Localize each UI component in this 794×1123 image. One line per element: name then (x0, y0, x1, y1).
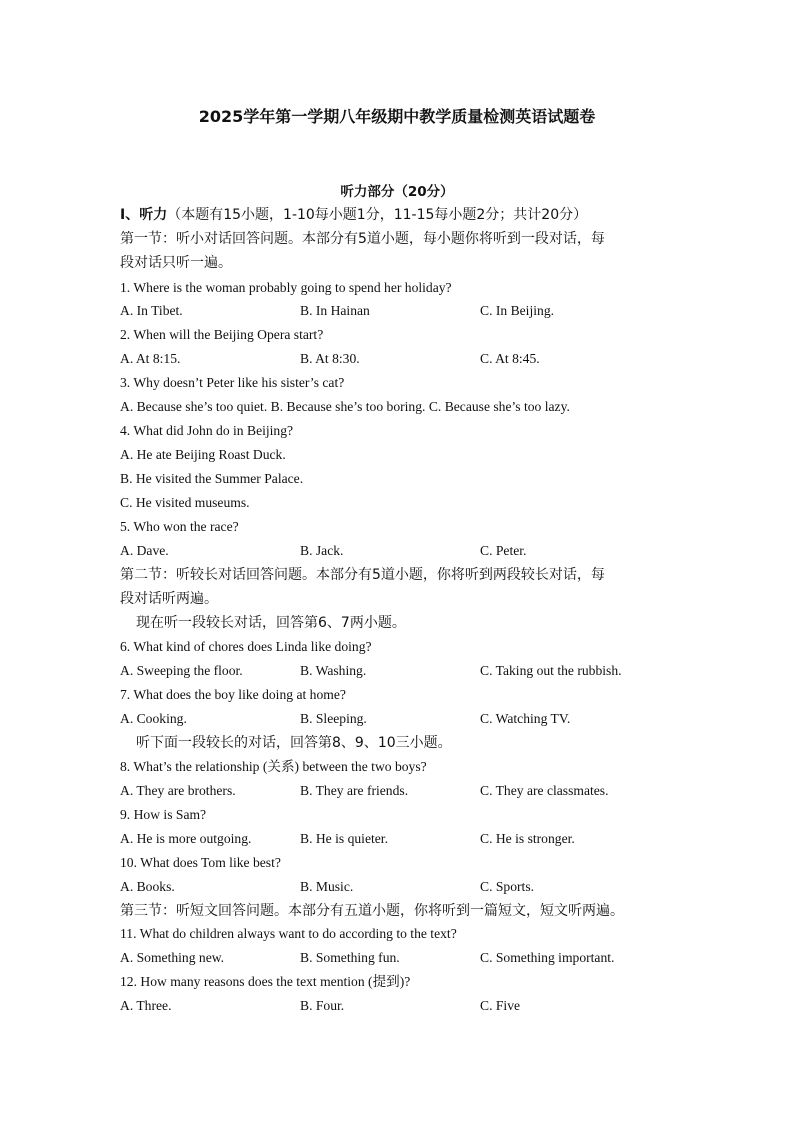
question-10: 10. What does Tom like best? (120, 855, 281, 870)
question-12: 12. How many reasons does the text mention (提到)? (120, 974, 411, 989)
question-2: 2. When will the Beijing Opera start? (120, 327, 324, 342)
question-6: 6. What kind of chores does Linda like doing? (120, 639, 372, 654)
q4-option-a: A. He ate Beijing Roast Duck. (120, 447, 286, 462)
q7-option-b: B. Sleeping. (300, 711, 367, 726)
part1-instruction-line2: 段对话只听一遍。 (120, 255, 232, 271)
q9-option-c: C. He is stronger. (480, 831, 575, 846)
q10-option-b: B. Music. (300, 879, 354, 894)
q7-option-c: C. Watching TV. (480, 711, 571, 726)
question-1: 1. Where is the woman probably going to spend her holiday? (120, 280, 452, 295)
part2-instruction-line2: 段对话听两遍。 (120, 591, 218, 607)
q5-option-c: C. Peter. (480, 543, 527, 558)
question-5: 5. Who won the race? (120, 519, 239, 534)
q1-option-c: C. In Beijing. (480, 303, 555, 318)
part2-instruction-line1: 第二节：听较长对话回答问题。本部分有5道小题，你将听到两段较长对话，每 (120, 567, 605, 583)
q8-option-c: C. They are classmates. (480, 783, 609, 798)
question-11: 11. What do children always want to do according to the text? (120, 926, 457, 941)
question-4: 4. What did John do in Beijing? (120, 423, 294, 438)
q2-option-b: B. At 8:30. (300, 351, 360, 366)
listening-header: 听力部分（20分） (340, 184, 454, 200)
q5-option-a: A. Dave. (120, 543, 169, 558)
q4-option-b: B. He visited the Summer Palace. (120, 471, 304, 486)
q2-option-a: A. At 8:15. (120, 351, 181, 366)
q8-option-b: B. They are friends. (300, 783, 409, 798)
q1-option-b: B. In Hainan (300, 303, 370, 318)
part3-instruction: 第三节：听短文回答问题。本部分有五道小题，你将听到一篇短文，短文听两遍。 (120, 903, 624, 919)
q7-option-a: A. Cooking. (120, 711, 187, 726)
q5-option-b: B. Jack. (300, 543, 344, 558)
q6-option-a: A. Sweeping the floor. (120, 663, 243, 678)
question-3: 3. Why doesn’t Peter like his sister’s cat? (120, 375, 345, 390)
question-8: 8. What’s the relationship (关系) between the two boys? (120, 759, 427, 774)
q1-option-a: A. In Tibet. (120, 303, 183, 318)
q6-option-b: B. Washing. (300, 663, 367, 678)
q9-option-b: B. He is quieter. (300, 831, 388, 846)
question-7: 7. What does the boy like doing at home? (120, 687, 346, 702)
q10-option-c: C. Sports. (480, 879, 535, 894)
exam-title: 2025学年第一学期八年级期中教学质量检测英语试题卷 (198, 107, 596, 126)
question-9: 9. How is Sam? (120, 807, 207, 822)
q9-option-a: A. He is more outgoing. (120, 831, 252, 846)
q4-option-c: C. He visited museums. (120, 495, 250, 510)
section-one-note: （本题有15小题，1-10每小题1分，11-15每小题2分；共计20分） (167, 207, 588, 223)
q6-option-c: C. Taking out the rubbish. (480, 663, 622, 678)
q2-option-c: C. At 8:45. (480, 351, 540, 366)
section-one-heading (120, 206, 684, 224)
part2-intro-a: 现在听一段较长对话，回答第6、7两小题。 (136, 615, 406, 631)
q10-option-a: A. Books. (120, 879, 175, 894)
q12-option-b: B. Four. (300, 998, 345, 1013)
section-one-roman: Ⅰ、听力 (120, 207, 168, 223)
q11-option-a: A. Something new. (120, 950, 225, 965)
part1-instruction-line1: 第一节：听小对话回答问题。本部分有5道小题，每小题你将听到一段对话，每 (120, 231, 605, 247)
part2-intro-b: 听下面一段较长的对话，回答第8、9、10三小题。 (136, 735, 452, 751)
q12-option-a: A. Three. (120, 998, 172, 1013)
q8-option-a: A. They are brothers. (120, 783, 236, 798)
q12-option-c: C. Five (480, 998, 521, 1013)
q11-option-c: C. Something important. (480, 950, 615, 965)
q3-options: A. Because she’s too quiet. B. Because she’s too boring. C. Because she’s too lazy. (120, 399, 570, 414)
q11-option-b: B. Something fun. (300, 950, 400, 965)
